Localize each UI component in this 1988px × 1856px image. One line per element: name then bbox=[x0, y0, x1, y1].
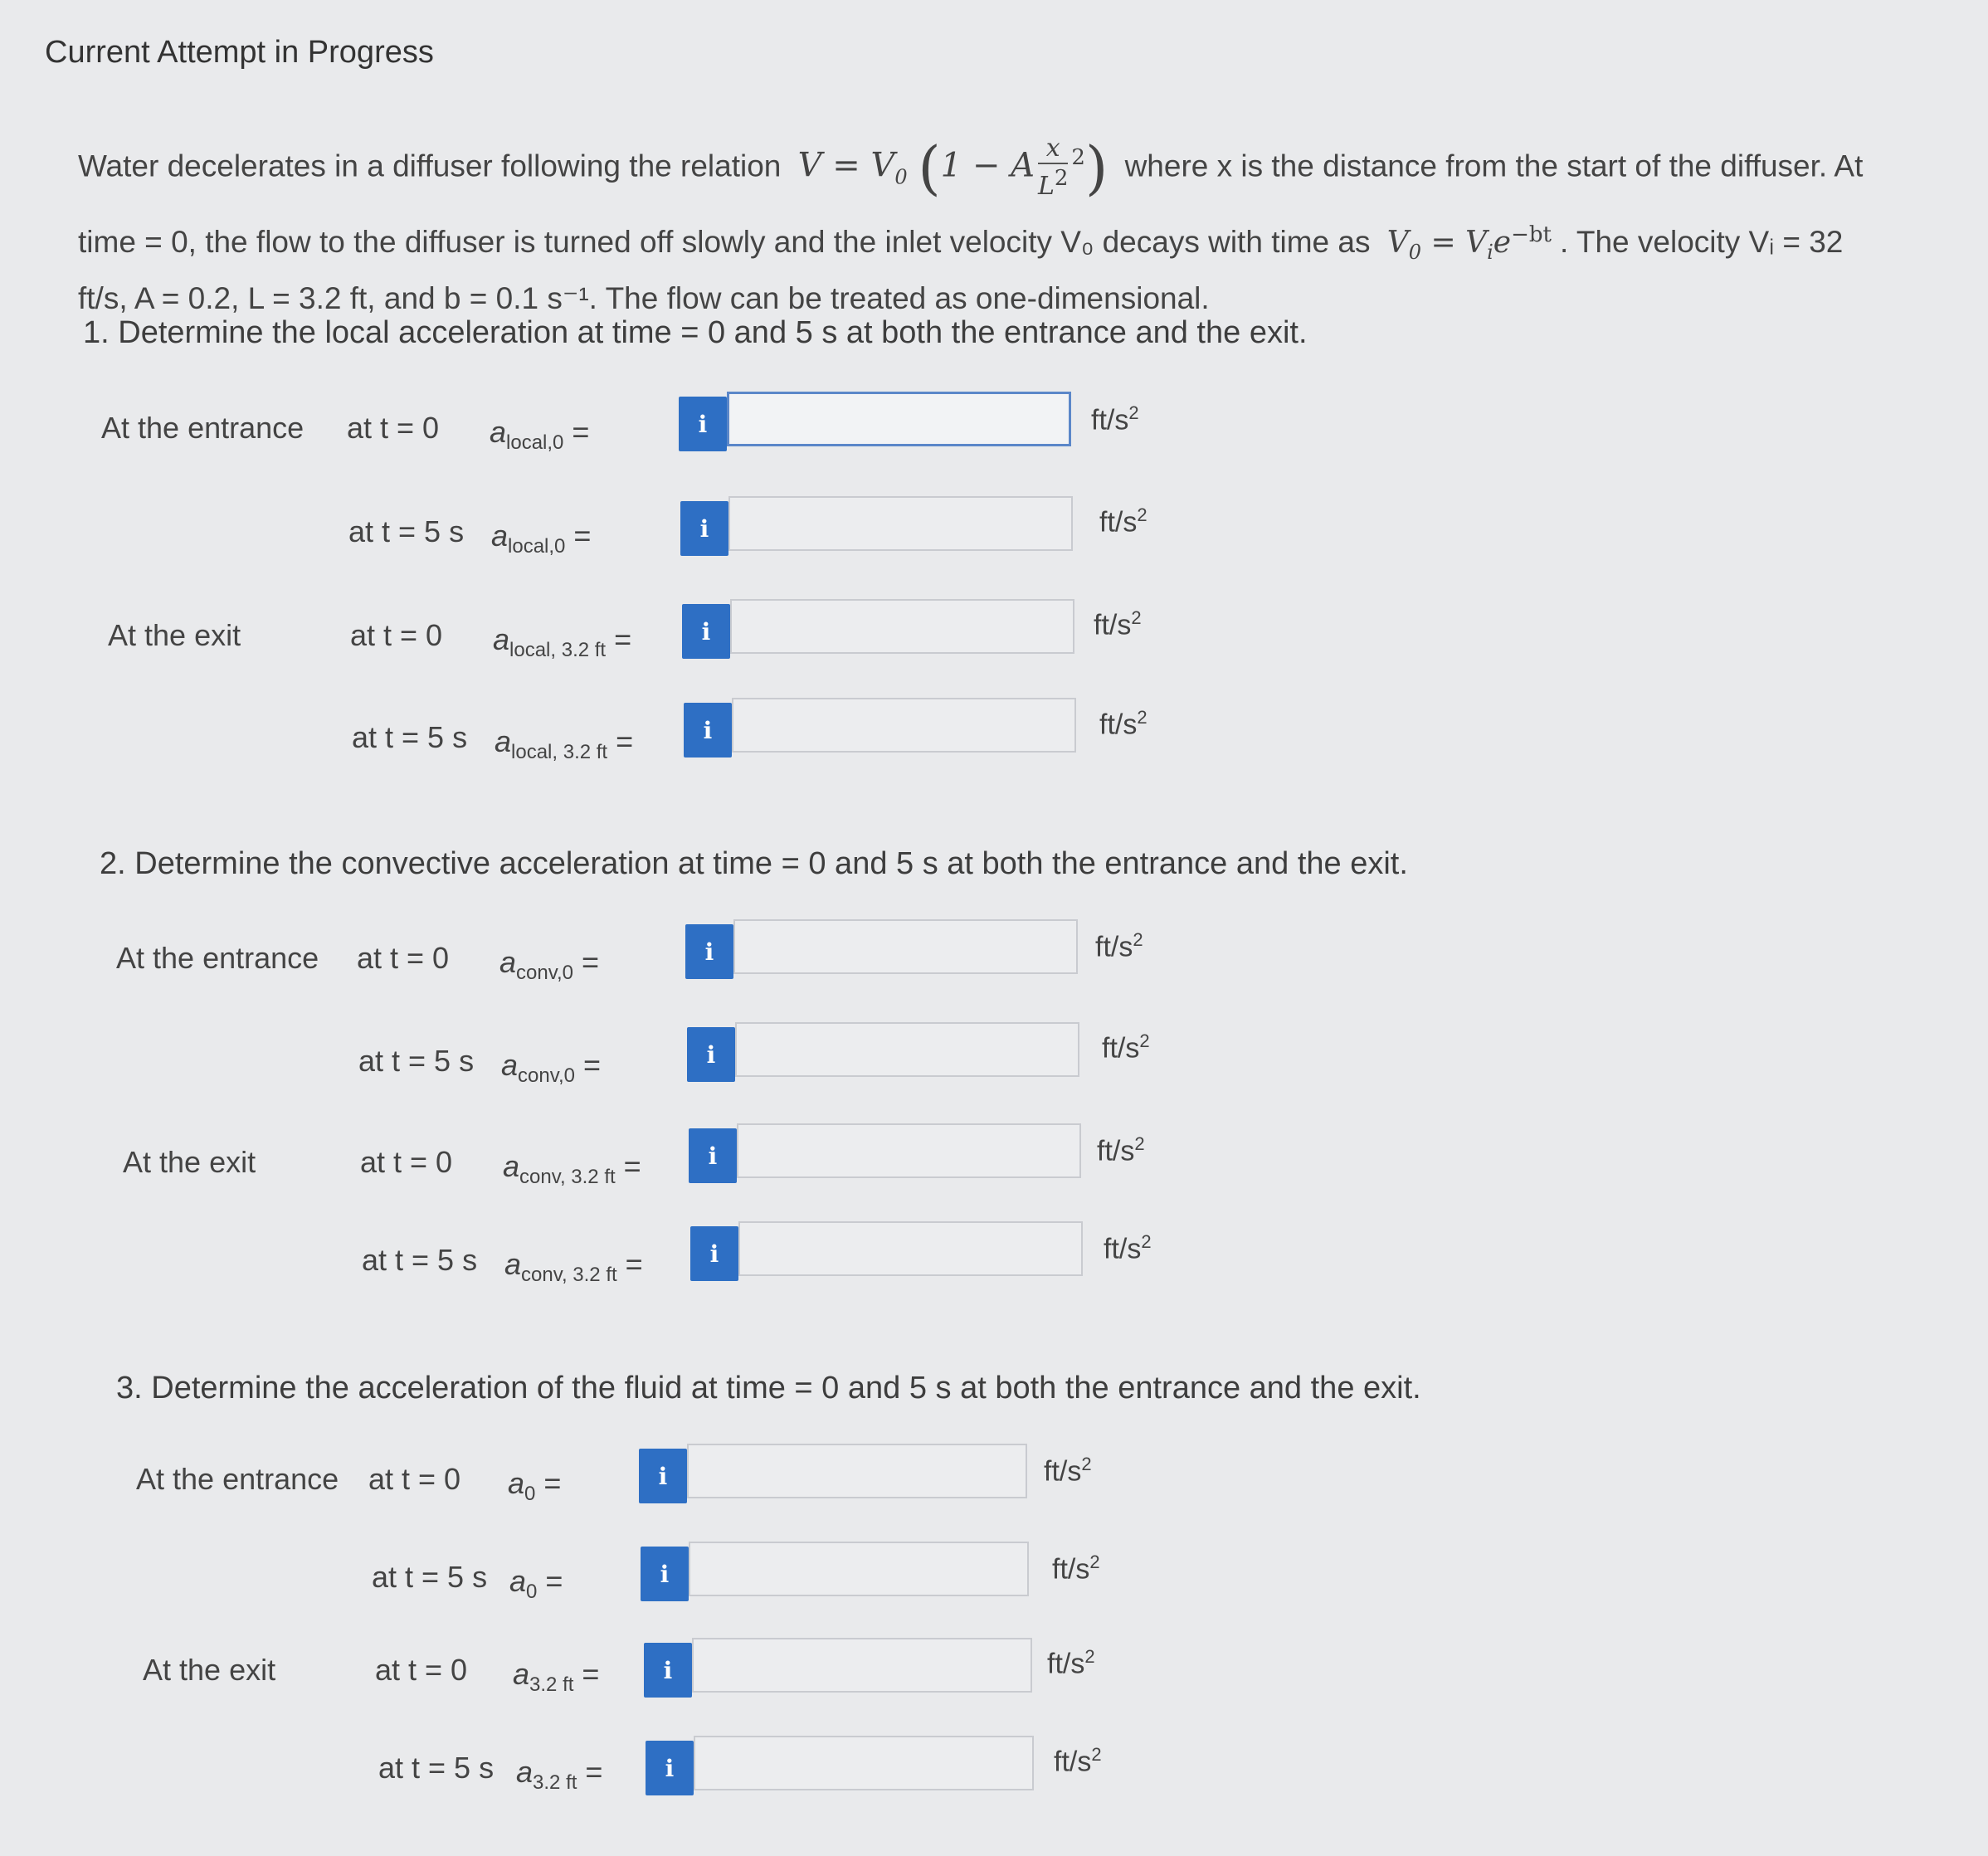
page-title: Current Attempt in Progress bbox=[45, 35, 434, 70]
problem-line-2 bbox=[78, 210, 1903, 277]
answer-input[interactable] bbox=[692, 1638, 1032, 1693]
label-time: at t = 5 s bbox=[362, 1243, 478, 1277]
unit-label: $ft/s^2$ bbox=[1104, 1231, 1152, 1265]
var-label: $a_{conv, 3.2 ft}$ = bbox=[504, 1247, 643, 1287]
info-icon[interactable]: i bbox=[680, 501, 728, 556]
answer-input[interactable] bbox=[694, 1736, 1034, 1790]
var-label: $a_{3.2 ft}$ = bbox=[513, 1657, 600, 1697]
info-icon[interactable]: i bbox=[644, 1643, 692, 1698]
answer-input[interactable] bbox=[732, 698, 1076, 753]
answer-input[interactable] bbox=[689, 1542, 1029, 1596]
answer-input[interactable] bbox=[727, 392, 1071, 446]
info-icon[interactable]: i bbox=[685, 924, 733, 979]
label-time: at t = 5 s bbox=[348, 514, 465, 548]
unit-label: $ft/s^2$ bbox=[1052, 1552, 1100, 1586]
info-icon[interactable]: i bbox=[641, 1547, 689, 1601]
unit-label: $ft/s^2$ bbox=[1099, 707, 1147, 741]
var-label: $a_0$ = bbox=[508, 1466, 562, 1506]
question-3: 3. Determine the acceleration of the fluid at time = 0 and 5 s at both the entrance and the exit. bbox=[116, 1371, 1421, 1405]
var-label: $a_{local,0}$ = bbox=[490, 415, 590, 455]
var-label: $a_{local, 3.2 ft}$ = bbox=[493, 622, 632, 662]
unit-label: $ft/s^2$ bbox=[1047, 1646, 1095, 1680]
var-label: $a_{3.2 ft}$ = bbox=[516, 1755, 603, 1795]
answer-input[interactable] bbox=[738, 1221, 1083, 1276]
info-icon[interactable]: i bbox=[687, 1027, 735, 1082]
unit-label: $ft/s^2$ bbox=[1094, 607, 1142, 641]
label-entrance: At the entrance bbox=[101, 411, 305, 445]
velocity-formula: $V = V_0$ (1 − A $\frac{x}{L2}$ $^2$) bbox=[797, 134, 1109, 202]
label-time: at t = 5 s bbox=[352, 720, 468, 754]
label-time: at t = 5 s bbox=[378, 1751, 495, 1785]
problem-line-3: ft/s, A = 0.2, L = 3.2 ft, and b = 0.1 s⁻¹. The flow can be treated as one-dimensional. bbox=[78, 280, 1210, 315]
label-exit: At the exit bbox=[123, 1145, 256, 1179]
info-icon[interactable]: i bbox=[682, 604, 730, 659]
problem-statement bbox=[78, 124, 1903, 319]
info-icon[interactable]: i bbox=[646, 1741, 694, 1795]
problem-text-1b: where x is the distance from the start of the diffuser. At bbox=[1124, 149, 1864, 183]
label-time: at t = 0 bbox=[375, 1653, 468, 1687]
info-icon[interactable]: i bbox=[689, 1128, 737, 1183]
question-1: 1. Determine the local acceleration at time = 0 and 5 s at both the entrance and the exit. bbox=[83, 315, 1308, 350]
label-exit: At the exit bbox=[143, 1653, 276, 1687]
info-icon[interactable]: i bbox=[690, 1226, 738, 1281]
unit-label: $ft/s^2$ bbox=[1095, 929, 1143, 963]
answer-input[interactable] bbox=[733, 919, 1078, 974]
unit-label: $ft/s^2$ bbox=[1091, 402, 1139, 436]
info-icon[interactable]: i bbox=[639, 1449, 687, 1503]
label-exit: At the exit bbox=[108, 618, 241, 652]
problem-text-2b: . The velocity Vᵢ = 32 bbox=[1559, 225, 1844, 260]
answer-input[interactable] bbox=[728, 496, 1073, 551]
label-time: at t = 0 bbox=[360, 1145, 453, 1179]
label-time: at t = 5 s bbox=[372, 1560, 488, 1594]
answer-input[interactable] bbox=[687, 1444, 1027, 1498]
label-time: at t = 0 bbox=[357, 941, 450, 975]
label-time: at t = 5 s bbox=[358, 1044, 475, 1078]
var-label: $a_{conv,0}$ = bbox=[501, 1048, 601, 1088]
var-label: $a_{conv,0}$ = bbox=[499, 945, 599, 985]
question-2: 2. Determine the convective acceleration at time = 0 and 5 s at both the entrance and the exit. bbox=[100, 846, 1408, 881]
info-icon[interactable]: i bbox=[679, 397, 727, 451]
problem-text-1: Water decelerates in a diffuser following the relation bbox=[78, 149, 782, 183]
problem-text-2: time = 0, the flow to the diffuser is turned off slowly and the inlet velocity V₀ decays with time as bbox=[78, 225, 1371, 260]
label-time: at t = 0 bbox=[347, 411, 440, 445]
unit-label: $ft/s^2$ bbox=[1054, 1744, 1102, 1778]
var-label: $a_{local,0}$ = bbox=[491, 519, 592, 558]
label-entrance: At the entrance bbox=[116, 941, 319, 975]
unit-label: $ft/s^2$ bbox=[1044, 1454, 1092, 1488]
info-icon[interactable]: i bbox=[684, 703, 732, 758]
var-label: $a_{local, 3.2 ft}$ = bbox=[495, 724, 634, 764]
problem-line-1 bbox=[78, 124, 1903, 210]
answer-input[interactable] bbox=[730, 599, 1074, 654]
decay-formula: $V_0 = V_ie^{-bt}$ bbox=[1386, 222, 1552, 265]
unit-label: $ft/s^2$ bbox=[1099, 504, 1147, 538]
var-label: $a_0$ = bbox=[509, 1564, 563, 1604]
var-label: $a_{conv, 3.2 ft}$ = bbox=[503, 1149, 641, 1189]
answer-input[interactable] bbox=[737, 1123, 1081, 1178]
label-time: at t = 0 bbox=[350, 618, 443, 652]
unit-label: $ft/s^2$ bbox=[1102, 1030, 1150, 1064]
label-entrance: At the entrance bbox=[136, 1462, 339, 1496]
answer-input[interactable] bbox=[735, 1022, 1079, 1077]
label-time: at t = 0 bbox=[368, 1462, 461, 1496]
unit-label: $ft/s^2$ bbox=[1097, 1133, 1145, 1167]
